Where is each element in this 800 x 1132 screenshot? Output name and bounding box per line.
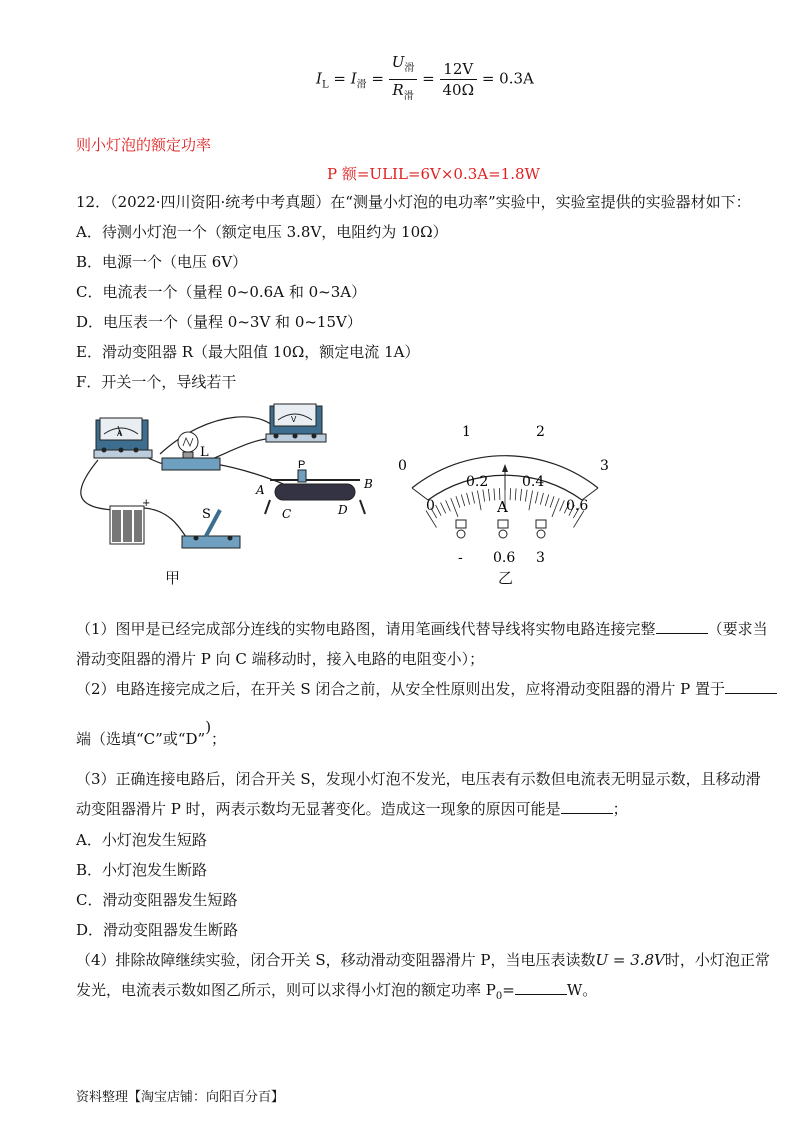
question-stem: 12．（2022·四川资阳·统考中考真题）在“测量小灯泡的电功率”实验中，实验室提供的实验器材如下： (76, 193, 751, 211)
item-c: C．电流表一个（量程 0~0.6A 和 0~3A） (76, 283, 367, 301)
terminal-c-label: C (282, 507, 292, 521)
answer-blank-1[interactable] (656, 619, 708, 634)
terminal-knobs (456, 520, 546, 538)
part1-line2: 滑动变阻器的滑片 P 向 C 端移动时，接入电路的电阻变小）； (76, 650, 485, 668)
scale-tick (436, 505, 442, 516)
battery-icon (110, 506, 144, 544)
terminal-a-label: A (256, 483, 265, 497)
terminal-3: 3 (536, 550, 545, 566)
scale-tick (494, 488, 495, 500)
scale-tick (545, 495, 549, 506)
top-scale-0: 0 (398, 458, 407, 474)
battery-plus-label: + (142, 498, 151, 509)
slider-label: P (298, 459, 306, 471)
scale-tick (467, 493, 470, 505)
item-e: E．滑动变阻器 R（最大阻值 10Ω，额定电流 1A） (76, 343, 420, 361)
answer-formula: P 额=ULIL=6V×0.3A=1.8W (327, 165, 540, 183)
ammeter-icon (94, 418, 152, 458)
scale-tick (515, 488, 516, 500)
part2-line1: （2）电路连接完成之后，在开关 S 闭合之前，从安全性原则出发，应将滑动变阻器的滑片 P 置于 (76, 679, 777, 699)
current-equation: $I_L = I_滑$ = $\frac{U_滑}{R_滑}$ = $\frac{12V}{40\Omega}$ = 0.3A (316, 52, 534, 107)
scale-tick (451, 498, 458, 517)
part4-line2: 发光，电流表示数如图乙所示，则可以求得小灯泡的额定功率 $P_0= W$。 (76, 981, 598, 1002)
rheostat-icon (265, 470, 365, 514)
circuit-diagram (70, 398, 390, 568)
switch-icon (182, 510, 240, 548)
scale-tick (529, 491, 533, 511)
meter-unit: A (497, 498, 508, 516)
terminal-b-label: B (364, 477, 373, 491)
top-scale-1: 1 (462, 424, 471, 440)
top-scale-2: 2 (536, 424, 545, 440)
fraction-2: $\frac{12V}{40\Omega}$ (440, 59, 478, 100)
terminal-minus: - (458, 550, 463, 566)
item-a: A．待测小灯泡一个（额定电压 3.8V，电阻约为 10Ω） (76, 223, 448, 241)
switch-label: S (202, 507, 211, 522)
option-d: D．滑动变阻器发生断路 (76, 921, 239, 939)
eq-lhs: I (316, 69, 322, 88)
item-f: F．开关一个，导线若干 (76, 373, 237, 391)
terminal-d-label: D (338, 503, 348, 517)
part3-line2: 动变阻器滑片 P 时，两表示数均无显著变化。造成这一现象的原因可能是 ； (76, 800, 628, 818)
scale-tick (525, 490, 527, 502)
item-b: B．电源一个（电压 6V） (76, 253, 248, 271)
scale-tick (456, 496, 460, 507)
scale-tick (472, 492, 475, 504)
lamp-icon (162, 432, 220, 470)
part2-line2: 端（选填“C”或“D”)； (76, 718, 227, 748)
ammeter-label: A (117, 429, 123, 438)
option-b: B．小灯泡发生断路 (76, 861, 208, 879)
bottom-scale-3: 0.6 (566, 498, 589, 514)
scale-tick (550, 496, 554, 507)
scale-tick (520, 489, 521, 501)
scale-tick (552, 498, 559, 517)
item-d: D．电压表一个（量程 0~3V 和 0~15V） (76, 313, 362, 331)
answer-blank-3[interactable] (561, 799, 613, 814)
option-a: A．小灯泡发生短路 (76, 831, 207, 849)
scale-tick (483, 490, 485, 502)
answer-blank-2[interactable] (725, 679, 777, 694)
scale-tick (477, 491, 481, 511)
scale-tick (461, 495, 465, 506)
figure-label-jia: 甲 (165, 569, 181, 587)
figure-label-yi: 乙 (498, 569, 514, 587)
fraction-1: $\frac{U_滑}{R_滑}$ (389, 52, 418, 107)
scale-tick (560, 500, 565, 511)
part4-line1: （4）排除故障继续实验，闭合开关 S，移动滑动变阻器滑片 P，当电压表读数U = 3.8V时，小灯泡正常 (76, 951, 770, 969)
ammeter-scale-diagram (390, 418, 630, 568)
scale-tick (441, 503, 446, 514)
bottom-scale-1: 0.2 (466, 474, 489, 490)
scale-tick (488, 489, 489, 501)
terminal-0-6: 0.6 (493, 550, 516, 566)
answer-intro: 则小灯泡的额定功率 (76, 136, 212, 154)
scale-tick (540, 493, 543, 505)
bottom-scale-2: 0.4 (522, 474, 545, 490)
lamp-label: L (200, 445, 209, 460)
voltmeter-label: V (291, 415, 297, 424)
option-c: C．滑动变阻器发生短路 (76, 891, 238, 909)
part3-line1: （3）正确连接电路后，闭合开关 S，发现小灯泡不发光，电压表有示数但电流表无明显示数，且移动滑 (76, 770, 761, 788)
scale-tick (446, 500, 451, 511)
scale-tick (535, 492, 538, 504)
top-scale-3: 3 (600, 458, 609, 474)
bottom-scale-0: 0 (426, 498, 435, 514)
part1-line1: （1）图甲是已经完成部分连线的实物电路图，请用笔画线代替导线将实物电路连接完整 （要求当 (76, 620, 768, 638)
answer-blank-4[interactable] (515, 980, 567, 995)
footer-credit: 资料整理【淘宝店铺：向阳百分百】 (76, 1090, 285, 1105)
